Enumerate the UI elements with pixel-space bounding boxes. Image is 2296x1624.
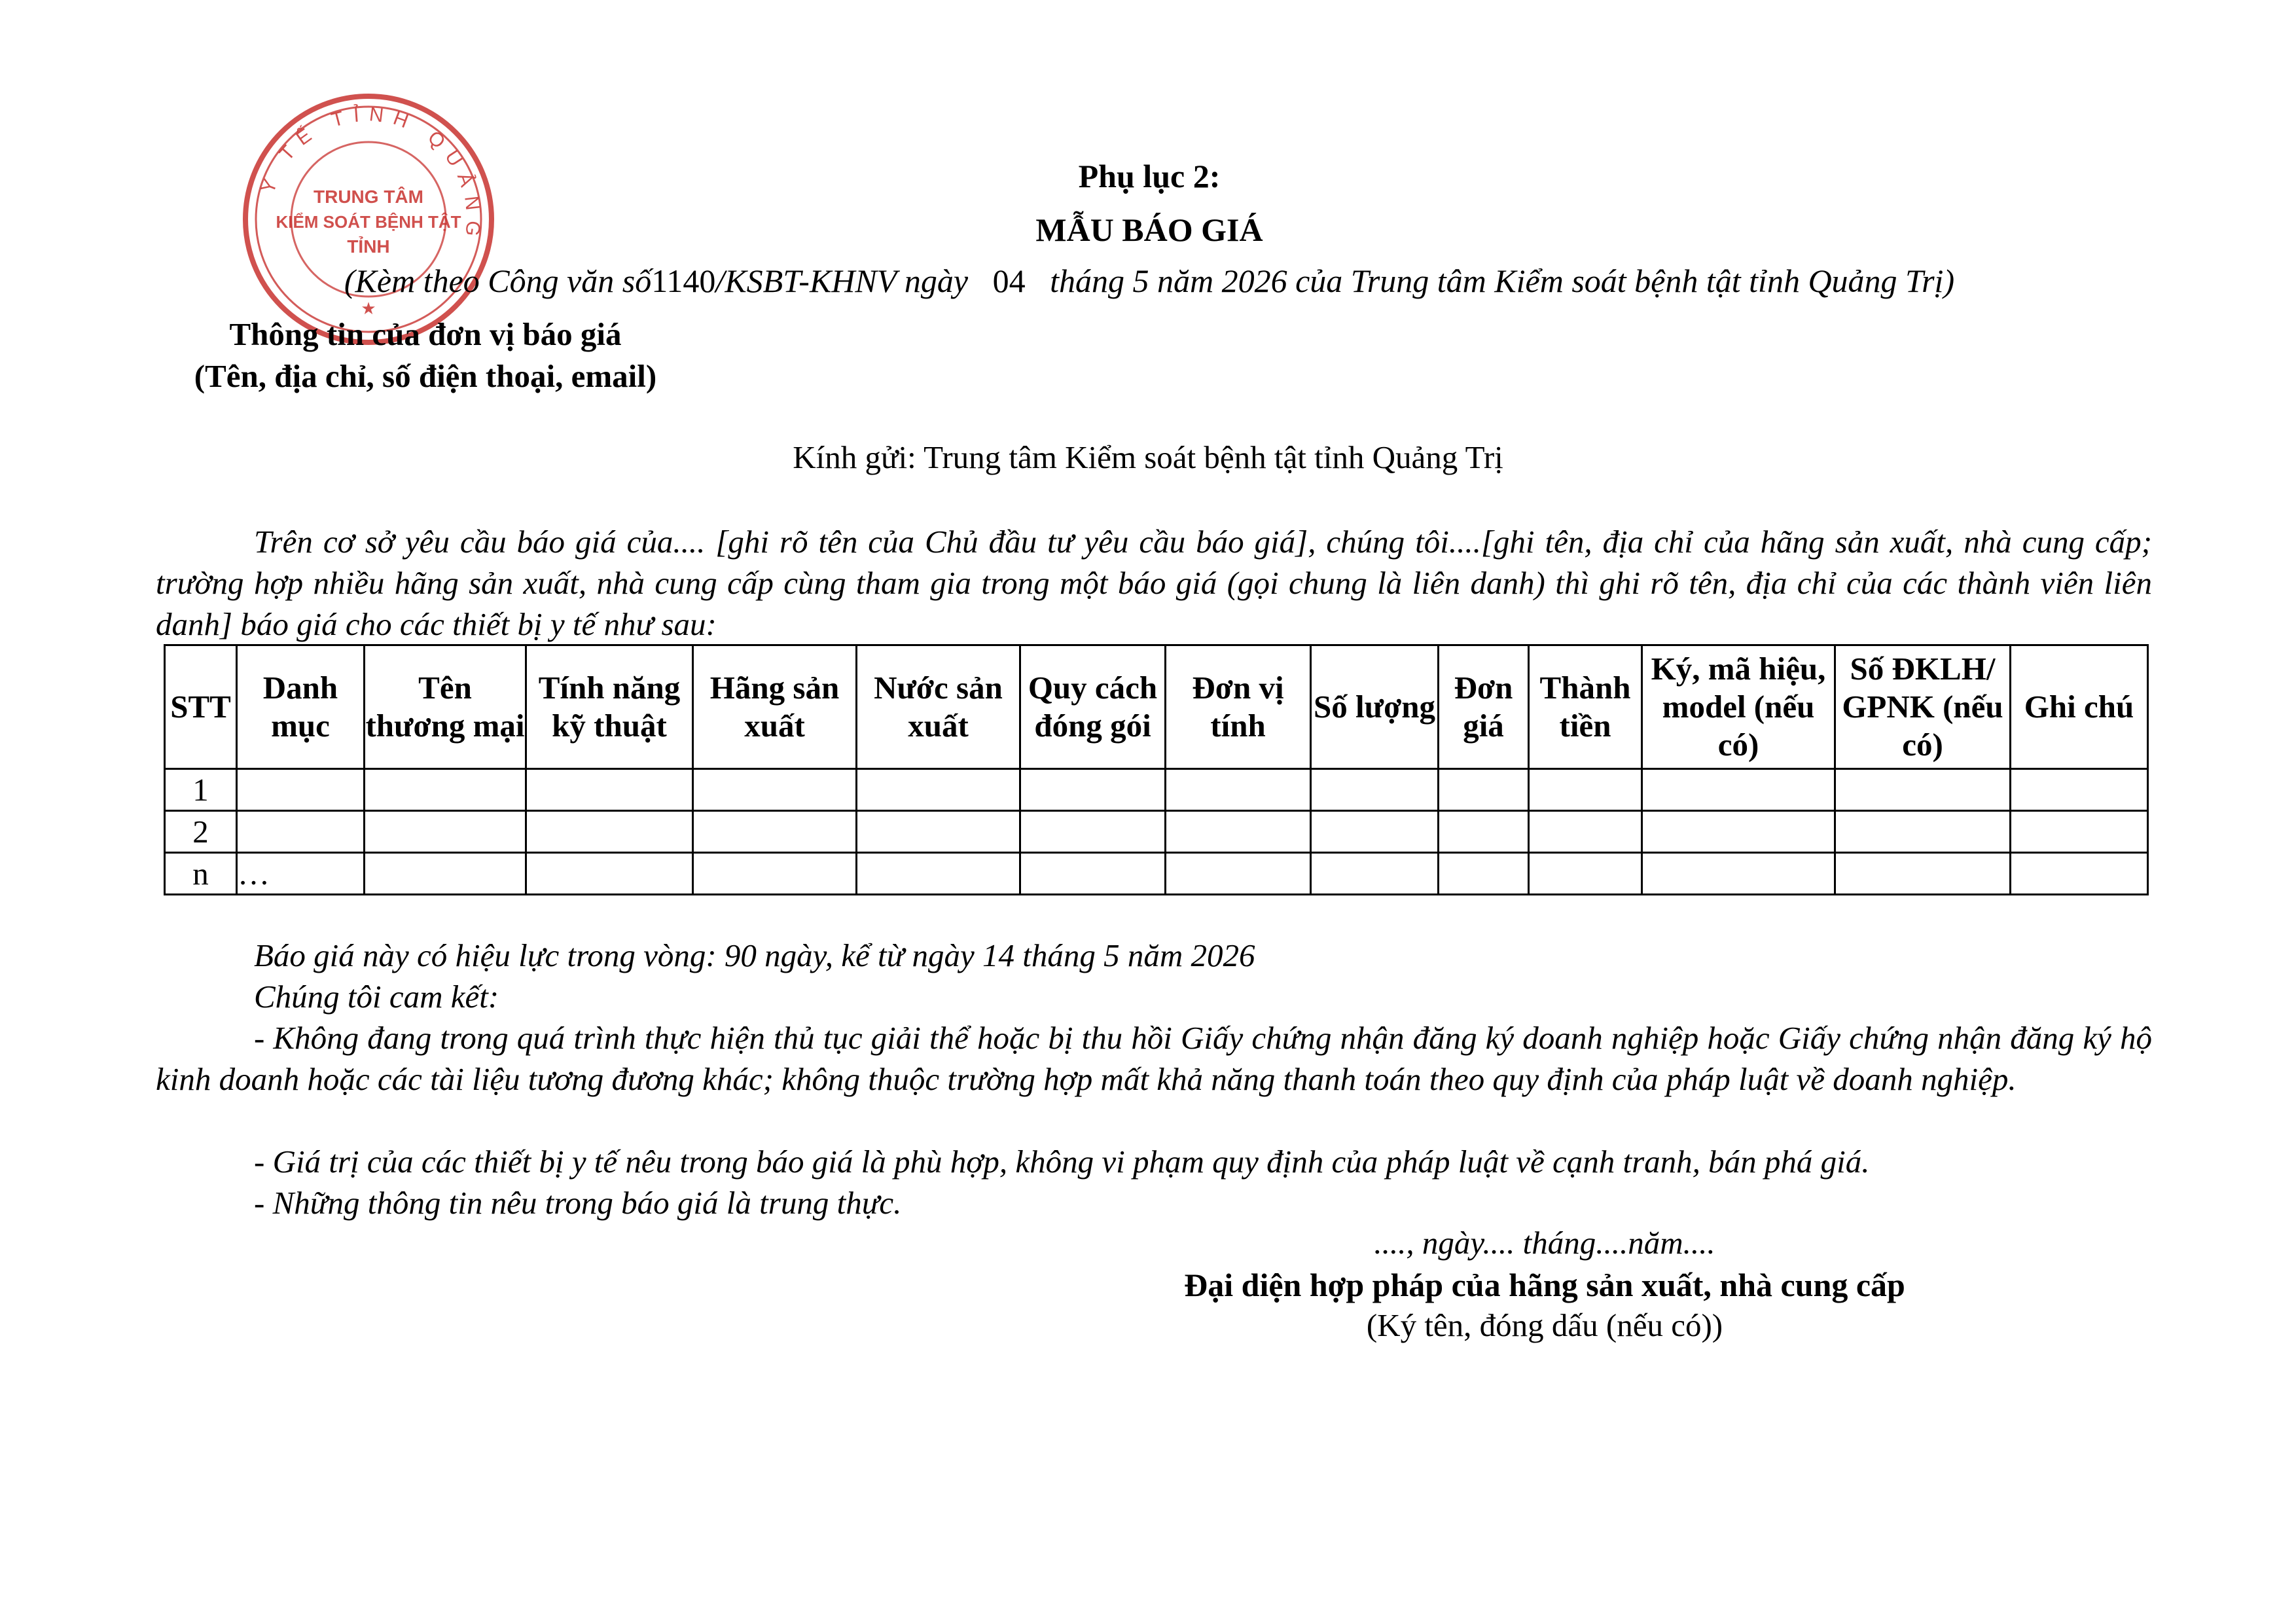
table-cell xyxy=(1642,769,1835,811)
table-cell xyxy=(1166,853,1311,895)
appendix-label: Phụ lục 2: xyxy=(1078,158,1221,194)
table-cell xyxy=(1020,811,1166,853)
header-cell: Đơn giá xyxy=(1439,645,1529,769)
table-cell xyxy=(237,769,365,811)
svg-text:★: ★ xyxy=(361,299,376,319)
header-cell: Thành tiền xyxy=(1529,645,1642,769)
header-cell: Số ĐKLH/ GPNK (nếu có) xyxy=(1835,645,2011,769)
header-cell: STT xyxy=(165,645,237,769)
table-cell xyxy=(693,853,857,895)
table-cell xyxy=(526,853,693,895)
table-cell xyxy=(1642,811,1835,853)
table-cell xyxy=(1439,811,1529,853)
table-cell xyxy=(526,769,693,811)
intro-paragraph: Trên cơ sở yêu cầu báo giá của.... [ghi rõ tên của Chủ đầu tư yêu cầu báo giá], chúng tôi....[ghi tên, địa chỉ của hãng sản xuất, nhà cung cấp; trường hợp nhiều hãng sản xuất, nhà cung cấp cùng tham gia trong một báo giá (gọi chung là liên danh) thì ghi rõ tên, địa chỉ của các thành viên liên danh] báo giá cho các thiết bị y tế như sau: xyxy=(156,524,2152,642)
table-cell xyxy=(2011,853,2148,895)
recipient-line: Kính gửi: Trung tâm Kiểm soát bệnh tật tỉnh Quảng Trị xyxy=(793,439,1503,475)
table-cell xyxy=(1311,769,1439,811)
table-cell xyxy=(693,769,857,811)
header-cell: Tên thương mại xyxy=(365,645,526,769)
table-cell xyxy=(857,853,1020,895)
signature-date-line: ...., ngày.... tháng....năm.... xyxy=(1374,1225,1715,1261)
table-cell xyxy=(1166,811,1311,853)
commitment-item: - Giá trị của các thiết bị y tế nêu trong báo giá là phù hợp, không vi phạm quy định của pháp luật về cạnh tranh, bán phá giá. xyxy=(254,1144,1870,1180)
signature-title: Đại diện hợp pháp của hãng sản xuất, nhà cung cấp xyxy=(1184,1267,1905,1303)
reference-line xyxy=(168,262,2131,300)
header-cell: Nước sản xuất xyxy=(857,645,1020,769)
table-cell xyxy=(237,811,365,853)
table-cell xyxy=(365,811,526,853)
table-header-row xyxy=(165,645,2148,769)
table-cell xyxy=(1439,853,1529,895)
table-cell xyxy=(2011,811,2148,853)
commitment-item: - Không đang trong quá trình thực hiện thủ tục giải thể hoặc bị thu hồi Giấy chứng nhận đăng ký doanh nghiệp hoặc Giấy chứng nhận đăng ký hộ kinh doanh hoặc các tài liệu tương đương khác; không thuộc trường hợp mất khả năng thanh toán theo quy định của pháp luật về doanh nghiệp. xyxy=(156,1020,2152,1097)
header-cell: Ký, mã hiệu, model (nếu có) xyxy=(1642,645,1835,769)
validity-statement: Báo giá này có hiệu lực trong vòng: 90 ngày, kể từ ngày 14 tháng 5 năm 2026 xyxy=(254,937,1255,973)
table-cell xyxy=(1439,769,1529,811)
svg-text:TỈNH: TỈNH xyxy=(347,236,390,257)
table-cell xyxy=(365,853,526,895)
header-cell: Số lượng xyxy=(1311,645,1439,769)
stt-cell: 1 xyxy=(165,769,237,811)
table-row xyxy=(165,853,2148,895)
table-cell xyxy=(1529,853,1642,895)
stt-cell: 2 xyxy=(165,811,237,853)
header-cell: Hãng sản xuất xyxy=(693,645,857,769)
reference-day: 04 xyxy=(992,262,1026,299)
commitment-intro: Chúng tôi cam kết: xyxy=(254,979,499,1015)
svg-text:TRUNG TÂM: TRUNG TÂM xyxy=(314,187,423,207)
header-cell: Danh mục xyxy=(237,645,365,769)
table-cell xyxy=(1835,853,2011,895)
header-cell: Quy cách đóng gói xyxy=(1020,645,1166,769)
table-cell xyxy=(526,811,693,853)
commitment-item: - Những thông tin nêu trong báo giá là trung thực. xyxy=(254,1185,902,1221)
table-cell xyxy=(1835,769,2011,811)
table-cell xyxy=(857,769,1020,811)
header-cell: Ghi chú xyxy=(2011,645,2148,769)
reference-suffix: tháng 5 năm 2026 của Trung tâm Kiểm soát bệnh tật tỉnh Quảng Trị) xyxy=(1050,262,1955,299)
table-cell xyxy=(1311,853,1439,895)
table-cell xyxy=(1642,853,1835,895)
stt-cell: n xyxy=(165,853,237,895)
table-row xyxy=(165,769,2148,811)
table-cell xyxy=(857,811,1020,853)
table-cell xyxy=(1020,853,1166,895)
table-cell xyxy=(693,811,857,853)
svg-text:Y TẾ TỈNH QUẢNG: Y TẾ TỈNH QUẢNG xyxy=(257,103,484,247)
table-cell xyxy=(1020,769,1166,811)
table-cell xyxy=(365,769,526,811)
reference-number: 1140 xyxy=(651,262,716,299)
table-cell xyxy=(1166,769,1311,811)
table-cell xyxy=(1835,811,2011,853)
form-title: MẪU BÁO GIÁ xyxy=(1035,211,1263,248)
header-cell: Đơn vị tính xyxy=(1166,645,1311,769)
table-cell xyxy=(2011,769,2148,811)
signature-note: (Ký tên, đóng dấu (nếu có)) xyxy=(1366,1307,1723,1343)
header-cell: Tính năng kỹ thuật xyxy=(526,645,693,769)
table-cell xyxy=(1529,811,1642,853)
reference-prefix: (Kèm theo Công văn số xyxy=(344,262,652,299)
table-cell: … xyxy=(237,853,365,895)
table-row xyxy=(165,811,2148,853)
unit-info-heading: Thông tin của đơn vị báo giá xyxy=(229,316,622,352)
table-cell xyxy=(1311,811,1439,853)
unit-info-subheading: (Tên, địa chỉ, số điện thoại, email) xyxy=(194,358,657,394)
table-cell xyxy=(1529,769,1642,811)
quotation-table xyxy=(164,644,2149,895)
reference-mid: /KSBT-KHNV ngày xyxy=(715,262,969,299)
svg-text:KIỂM SOÁT BỆNH TẬT: KIỂM SOÁT BỆNH TẬT xyxy=(276,212,461,232)
